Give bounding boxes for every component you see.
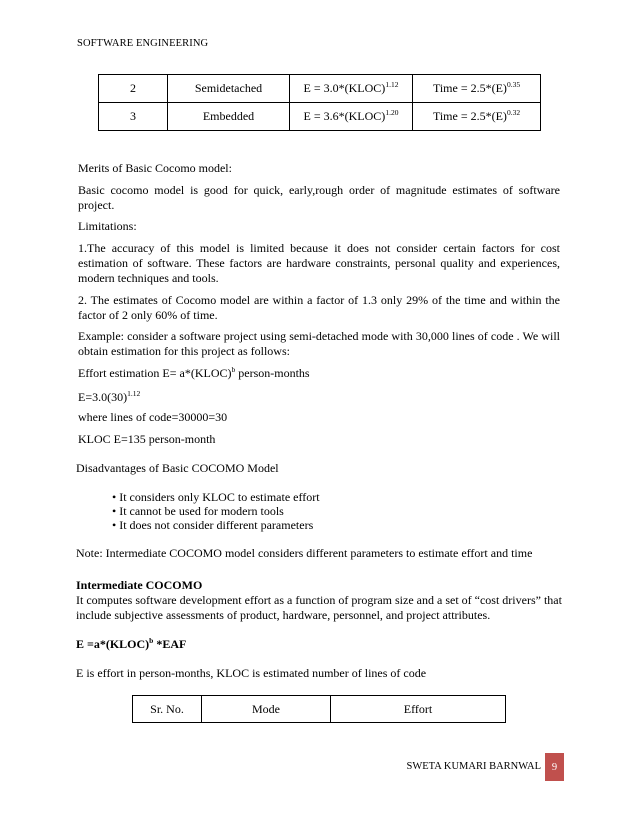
effort-description: E is effort in person-months, KLOC is estimated number of lines of code [76,666,427,680]
effort-formula: Effort estimation E= a*(KLOC)$^b$ person-months [78,365,310,380]
table-cell-effort: E = 3.6*(KLOC)$^{1.20}$ [290,103,413,131]
running-header: SOFTWARE ENGINEERING [77,38,209,49]
table-cell-mode: Embedded [168,103,290,131]
effort-calculation: $E=3.0(30)^{1.12}$ [78,389,141,404]
table-cell-mode: Semidetached [168,75,290,103]
note-paragraph: Note: Intermediate COCOMO model considers different parameters to estimate effort and time [76,546,533,560]
table-header-row [133,696,506,723]
table-row [99,75,541,103]
disadvantages-list [112,490,320,532]
limitations-heading: Limitations: [78,219,137,233]
kloc-line: KLOC E=135 person-month [78,432,216,446]
table-cell-time: Time = $2.5*(E)^{0.32}$ [413,103,541,131]
column-header-sr-no: Sr. No. [133,696,202,723]
column-header-mode: Mode [202,696,331,723]
footer-author: SWETA KUMARI BARNWAL [406,761,541,772]
table-cell-effort: E = 3.0*(KLOC)$^{1.12}$ [290,75,413,103]
intermediate-paragraph: It computes software development effort as a function of program size and a set of “cost drivers” that include subjective assessments of product, hardware, personnel, and project attributes. [76,593,562,622]
merits-heading: Merits of Basic Cocomo model: [78,161,232,175]
limitation-2: 2. The estimates of Cocomo model are within a factor of 1.3 only 29% of the time and within the factor of 2 only 60% of time. [78,293,560,322]
limitation-1: 1.The accuracy of this model is limited because it does not consider certain factors for cost estimation of software. These factors are hardware constraints, personal quality and experiences, modern techniques and tools. [78,241,560,285]
table-cell-no: 3 [99,103,168,131]
merits-paragraph: Basic cocomo model is good for quick, early,rough order of magnitude estimates of software project. [78,183,560,212]
table-cell-no: 2 [99,75,168,103]
loc-line: where lines of code=30000=30 [78,410,228,424]
intermediate-modes-table [132,695,506,723]
list-item: • It cannot be used for modern tools [112,504,284,518]
list-item: • It considers only KLOC to estimate effort [112,490,320,504]
list-item: • It does not consider different parameters [112,518,314,532]
cocomo-modes-table [98,74,541,131]
table-row [99,103,541,131]
example-paragraph: Example: consider a software project using semi-detached mode with 30,000 lines of code . We will obtain estimation for this project as follows: [78,329,560,358]
column-header-effort: Effort [331,696,506,723]
page-number: 9 [545,753,564,781]
eaf-formula: E =a*(KLOC)$^b$ *EAF [76,636,187,651]
disadvantages-heading: Disadvantages of Basic COCOMO Model [76,461,279,475]
table-cell-time: Time = $2.5*(E)^{0.35}$ [413,75,541,103]
intermediate-heading: Intermediate COCOMO [76,578,203,592]
